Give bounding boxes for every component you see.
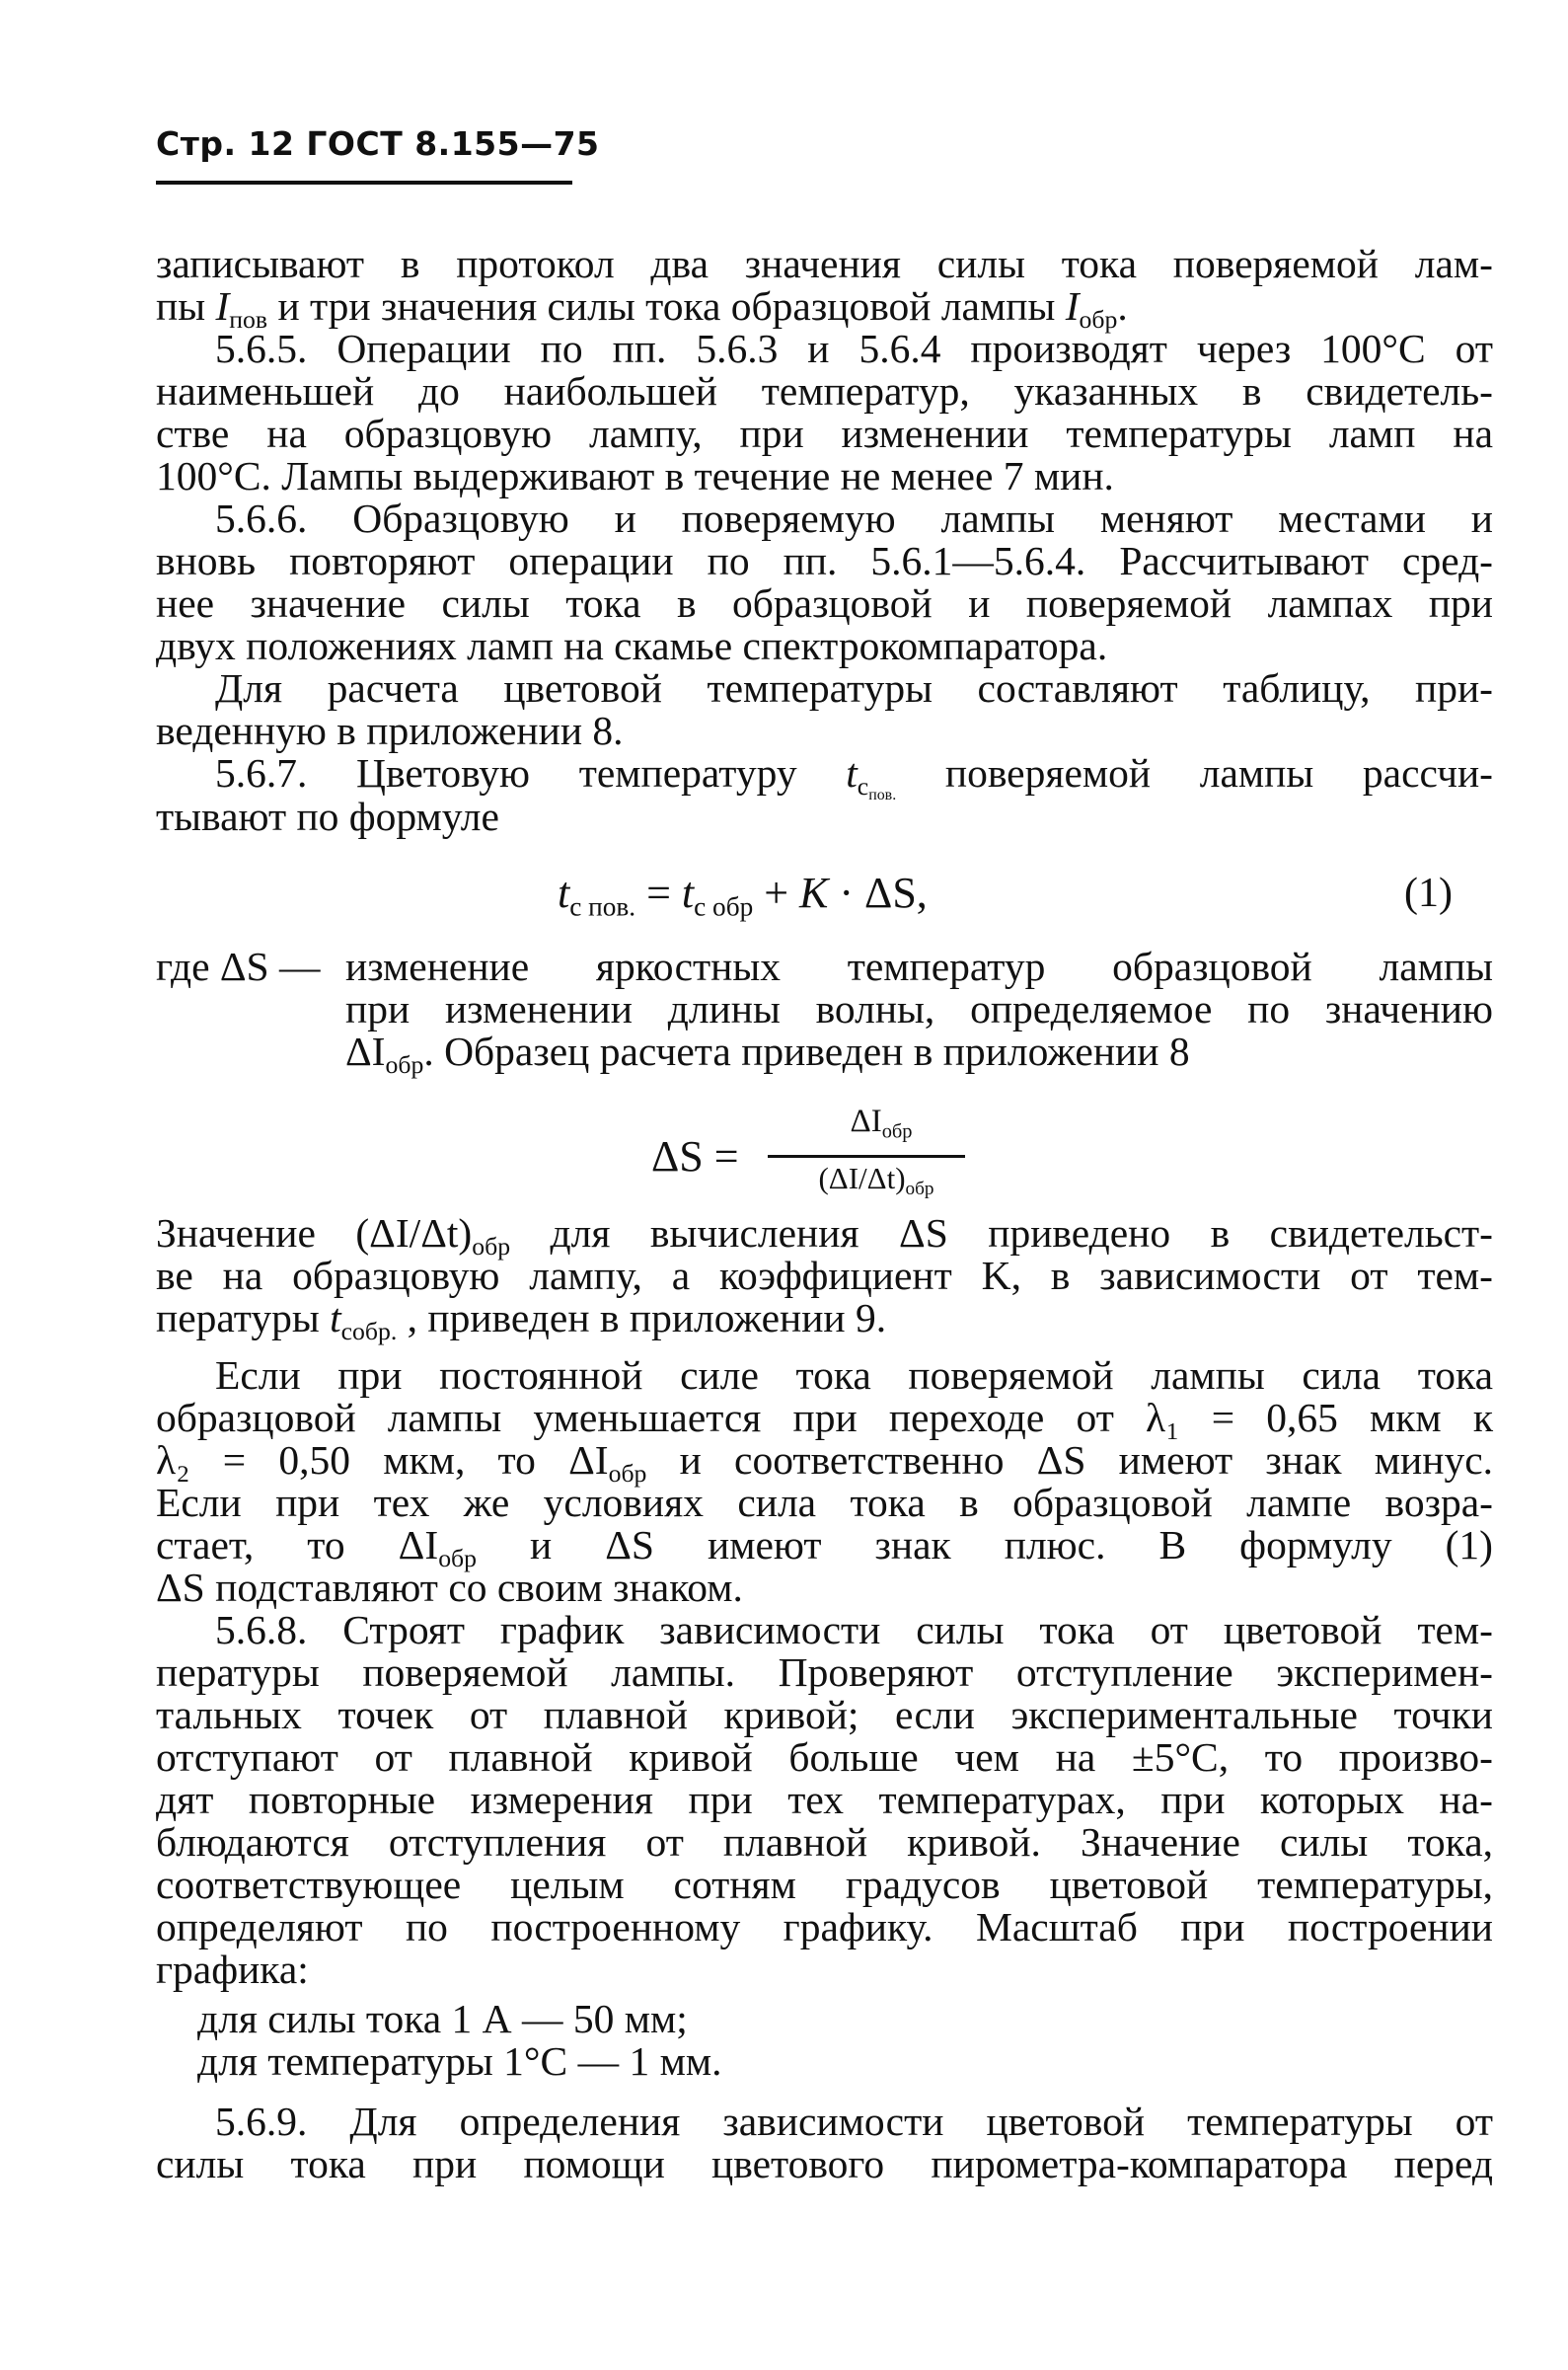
subscript: c обр [694,891,754,922]
text-line: дят повторные измерения при тех температурах, при которых на- [156,1777,1493,1822]
text-line: 100°С. Лампы выдерживают в течение не менее 7 мин. [156,453,1114,498]
fraction-denominator [787,1161,965,1200]
page-header: Стр. 12 ГОСТ 8.155—75 [156,124,600,163]
text-line: образцовой лампы уменьшается при переходе от λ₁ = 0,65 мкм к [156,1395,1493,1440]
text-line [156,1295,1493,1346]
text-line: нее значение силы тока в образцовой и поверяемой лампах при [156,580,1493,626]
text-run: пы [156,283,216,329]
equals-sign: = [635,869,682,917]
symbol: K [799,869,829,917]
text-line: веденную в приложении 8. [156,708,624,753]
plus-sign: + [753,869,800,917]
text-line: Для расчета цветовой температуры составляют таблицу, при- [215,665,1493,711]
subscript: обр [881,1120,913,1143]
symbol: t [558,869,570,917]
text-run: 5.6.7. Цветовую температуру [215,750,847,796]
subscript: c пов. [569,891,636,922]
text-line [156,1437,1493,1489]
paragraph-5-6-7 [156,752,1493,838]
text-line: изменение яркостных температур образцовой лампы [345,944,1493,989]
text-run: λ₂ = 0,50 мкм, то ΔI [156,1437,609,1483]
text-run: ΔI [850,1104,882,1139]
text-line: отступают от плавной кривой больше чем на ±5°С, то произво- [156,1734,1493,1780]
subscript: обр [905,1179,934,1200]
text-run: для вычисления ΔS приведено в свидетельст- [510,1210,1494,1256]
text-line: ΔS подставляют со своим знаком. [156,1565,743,1610]
subscript: обр [608,1459,647,1489]
text-line: Если при тех же условиях сила тока в образцовой лампе возра- [156,1480,1493,1525]
paragraph-table [156,667,1493,752]
subscript: обр [1079,305,1118,335]
text-line [345,1029,1493,1080]
text-run: ΔI [345,1029,386,1074]
symbol: t [846,750,858,796]
text-line: тальных точек от плавной кривой; если экспериментальные точки [156,1692,1493,1737]
symbol: I [215,283,230,329]
scale-list [156,1998,1493,2083]
text-line: соответствующее целым сотням градусов цветовой температуры, [156,1862,1493,1907]
subscript: обр [385,1050,424,1080]
formula-delta-s [651,1104,967,1202]
subscript [857,772,897,804]
text-line: 5.6.6. Образцовую и поверяемую лампы меняют местами и [215,496,1493,541]
text-line [156,283,1493,335]
text-line: пературы поверяемой лампы. Проверяют отступление эксперимен- [156,1649,1493,1695]
paragraph-5-6-6 [156,497,1493,667]
text-line: вновь повторяют операции по пп. 5.6.1—5.6.4. Рассчитывают сред- [156,538,1493,583]
where-term: где ΔS — [156,944,321,989]
text-line [156,1210,1494,1261]
text-run: и соответственно ΔS имеют знак минус. [646,1437,1493,1483]
text-line: ве на образцовую лампу, а коэффициент K, в зависимости от тем- [156,1253,1493,1298]
symbol: I [1065,283,1080,329]
text-run: пературы [156,1295,331,1340]
paragraph-5-6-9 [156,2101,1493,2185]
text-line: графика: [156,1947,309,1992]
text-run: · ΔS, [828,869,928,917]
text-run: . Образец расчета приведен в приложении 8 [423,1029,1190,1074]
text-line: наименьшей до наибольшей температур, указанных в свидетель- [156,368,1493,414]
subscript: пов. [868,787,897,804]
text-line: Если при постоянной силе тока поверяемой лампы сила тока [215,1352,1493,1398]
text-run: c [857,772,869,802]
text-line: при изменении длины волны, определяемое по значению [345,986,1493,1032]
text-line: тывают по формуле [156,794,499,840]
paragraph-continuation [156,241,1493,335]
text-line: 5.6.9. Для определения зависимости цветовой температуры от [215,2099,1493,2144]
text-run: . [1117,283,1128,329]
subscript: обр [438,1544,477,1573]
text-line: определяют по построенному графику. Масштаб при построении [156,1904,1493,1950]
paragraph-5-6-5 [156,328,1493,497]
text-line [156,1522,1494,1573]
text-line: блюдаются отступления от плавной кривой. Значение силы тока, [156,1819,1493,1865]
text-run: и три значения силы тока образцовой лампы [267,283,1066,329]
text-run: стает, то ΔI [156,1522,439,1567]
text-line [156,750,1493,804]
symbol: t [681,869,695,917]
text-run: и ΔS имеют знак плюс. В формулу (1) [477,1522,1494,1567]
text-line: 5.6.5. Операции по пп. 5.6.3 и 5.6.4 производят через 100°С от [215,326,1493,371]
text-line: силы тока при помощи цветового пирометра-компаратора перед [156,2141,1493,2186]
subscript: пов [229,305,268,335]
text-line: стве на образцовую лампу, при изменении температуры ламп на [156,411,1493,456]
subscript: обр [472,1232,511,1261]
text-line: 5.6.8. Строят график зависимости силы тока от цветовой тем- [215,1607,1493,1652]
paragraph-5-6-8 [156,1609,1493,1991]
header-rule [156,181,572,185]
formula-lhs: ΔS = [651,1132,739,1181]
list-item: для температуры 1°С — 1 мм. [197,2038,722,2084]
text-line: записывают в протокол два значения силы тока поверяемой лам- [156,241,1493,286]
where-definition [345,944,1493,1080]
formula-1 [558,869,928,922]
text-run: Значение (ΔI/Δt) [156,1210,473,1256]
paragraph-sign-rule [156,1354,1493,1609]
subscript: cобр. [340,1317,398,1346]
text-run: поверяемой лампы рассчи- [896,750,1493,796]
fraction-numerator [797,1104,965,1143]
symbol: t [330,1295,341,1340]
text-run: , приведен в приложении 9. [397,1295,887,1340]
fraction-bar [768,1155,965,1158]
paragraph-value [156,1210,1494,1346]
text-run: (ΔI/Δt) [818,1161,906,1195]
equation-number: (1) [1404,871,1453,916]
text-line: двух положениях ламп на скамье спектрокомпаратора. [156,623,1108,668]
list-item: для силы тока 1 А — 50 мм; [197,1996,688,2041]
